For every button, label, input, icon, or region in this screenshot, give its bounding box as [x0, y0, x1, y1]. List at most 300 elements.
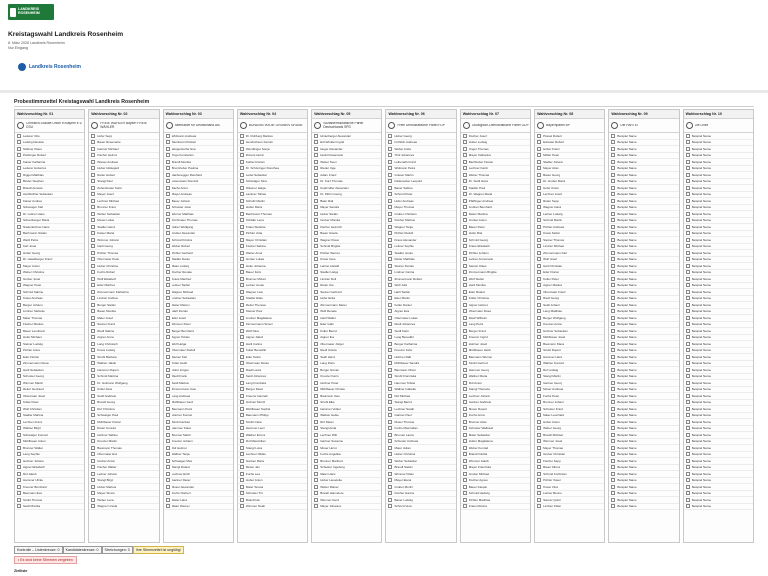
candidate-vote-box[interactable] — [686, 186, 690, 190]
candidate-vote-box[interactable] — [388, 459, 392, 463]
candidate-vote-box[interactable] — [537, 309, 541, 313]
candidate-vote-box[interactable] — [166, 296, 170, 300]
candidate-vote-box[interactable] — [611, 199, 615, 203]
candidate-vote-box[interactable] — [388, 368, 392, 372]
candidate-vote-box[interactable] — [463, 212, 467, 216]
list-vote-circle-icon[interactable] — [91, 122, 98, 129]
candidate-vote-box[interactable] — [463, 491, 467, 495]
candidate-vote-box[interactable] — [686, 459, 690, 463]
candidate-vote-box[interactable] — [686, 472, 690, 476]
candidate-vote-box[interactable] — [611, 270, 615, 274]
candidate-vote-box[interactable] — [537, 186, 541, 190]
candidate-vote-box[interactable] — [91, 173, 95, 177]
candidate-vote-box[interactable] — [686, 407, 690, 411]
candidate-vote-box[interactable] — [388, 433, 392, 437]
candidate-vote-box[interactable] — [17, 270, 21, 274]
candidate-vote-box[interactable] — [463, 374, 467, 378]
candidate-vote-box[interactable] — [166, 420, 170, 424]
candidate-vote-box[interactable] — [91, 342, 95, 346]
candidate-vote-box[interactable] — [166, 387, 170, 391]
candidate-vote-box[interactable] — [314, 160, 318, 164]
candidate-vote-box[interactable] — [314, 251, 318, 255]
candidate-vote-box[interactable] — [611, 316, 615, 320]
candidate-vote-box[interactable] — [166, 218, 170, 222]
candidate-vote-box[interactable] — [463, 218, 467, 222]
candidate-vote-box[interactable] — [463, 134, 467, 138]
candidate-vote-box[interactable] — [240, 420, 244, 424]
candidate-vote-box[interactable] — [166, 186, 170, 190]
candidate-vote-box[interactable] — [463, 355, 467, 359]
candidate-vote-box[interactable] — [463, 504, 467, 508]
candidate-vote-box[interactable] — [611, 238, 615, 242]
candidate-vote-box[interactable] — [314, 361, 318, 365]
candidate-vote-box[interactable] — [17, 420, 21, 424]
candidate-vote-box[interactable] — [388, 303, 392, 307]
candidate-vote-box[interactable] — [611, 368, 615, 372]
candidate-vote-box[interactable] — [17, 478, 21, 482]
candidate-vote-box[interactable] — [388, 387, 392, 391]
candidate-vote-box[interactable] — [91, 465, 95, 469]
candidate-vote-box[interactable] — [17, 329, 21, 333]
candidate-vote-box[interactable] — [166, 316, 170, 320]
candidate-vote-box[interactable] — [388, 264, 392, 268]
candidate-vote-box[interactable] — [611, 290, 615, 294]
candidate-vote-box[interactable] — [166, 491, 170, 495]
candidate-vote-box[interactable] — [686, 498, 690, 502]
candidate-vote-box[interactable] — [388, 134, 392, 138]
candidate-vote-box[interactable] — [388, 231, 392, 235]
candidate-vote-box[interactable] — [686, 140, 690, 144]
candidate-vote-box[interactable] — [537, 218, 541, 222]
candidate-vote-box[interactable] — [611, 400, 615, 404]
candidate-vote-box[interactable] — [686, 270, 690, 274]
candidate-vote-box[interactable] — [91, 413, 95, 417]
candidate-vote-box[interactable] — [686, 303, 690, 307]
candidate-vote-box[interactable] — [240, 257, 244, 261]
candidate-vote-box[interactable] — [166, 290, 170, 294]
candidate-vote-box[interactable] — [240, 205, 244, 209]
candidate-vote-box[interactable] — [611, 329, 615, 333]
candidate-vote-box[interactable] — [388, 173, 392, 177]
candidate-vote-box[interactable] — [686, 225, 690, 229]
candidate-vote-box[interactable] — [314, 186, 318, 190]
candidate-vote-box[interactable] — [240, 166, 244, 170]
candidate-vote-box[interactable] — [314, 374, 318, 378]
candidate-vote-box[interactable] — [537, 192, 541, 196]
candidate-vote-box[interactable] — [686, 212, 690, 216]
candidate-vote-box[interactable] — [611, 498, 615, 502]
candidate-vote-box[interactable] — [166, 309, 170, 313]
candidate-vote-box[interactable] — [686, 387, 690, 391]
candidate-vote-box[interactable] — [91, 446, 95, 450]
candidate-vote-box[interactable] — [240, 160, 244, 164]
list-vote-circle-icon[interactable] — [314, 122, 321, 129]
candidate-vote-box[interactable] — [611, 134, 615, 138]
candidate-vote-box[interactable] — [314, 290, 318, 294]
candidate-vote-box[interactable] — [463, 257, 467, 261]
candidate-vote-box[interactable] — [537, 316, 541, 320]
candidate-vote-box[interactable] — [91, 225, 95, 229]
candidate-vote-box[interactable] — [463, 400, 467, 404]
candidate-vote-box[interactable] — [388, 439, 392, 443]
candidate-vote-box[interactable] — [537, 478, 541, 482]
candidate-vote-box[interactable] — [314, 147, 318, 151]
candidate-vote-box[interactable] — [463, 420, 467, 424]
candidate-vote-box[interactable] — [166, 270, 170, 274]
candidate-vote-box[interactable] — [388, 218, 392, 222]
candidate-vote-box[interactable] — [91, 433, 95, 437]
candidate-vote-box[interactable] — [17, 192, 21, 196]
candidate-vote-box[interactable] — [686, 153, 690, 157]
candidate-vote-box[interactable] — [463, 329, 467, 333]
candidate-vote-box[interactable] — [611, 478, 615, 482]
candidate-vote-box[interactable] — [166, 303, 170, 307]
candidate-vote-box[interactable] — [166, 140, 170, 144]
candidate-vote-box[interactable] — [686, 368, 690, 372]
candidate-vote-box[interactable] — [537, 147, 541, 151]
candidate-vote-box[interactable] — [537, 303, 541, 307]
candidate-vote-box[interactable] — [314, 504, 318, 508]
candidate-vote-box[interactable] — [17, 179, 21, 183]
candidate-vote-box[interactable] — [611, 179, 615, 183]
candidate-vote-box[interactable] — [537, 348, 541, 352]
candidate-vote-box[interactable] — [686, 173, 690, 177]
candidate-vote-box[interactable] — [686, 335, 690, 339]
candidate-vote-box[interactable] — [686, 420, 690, 424]
candidate-vote-box[interactable] — [611, 225, 615, 229]
candidate-vote-box[interactable] — [240, 186, 244, 190]
candidate-vote-box[interactable] — [611, 309, 615, 313]
candidate-vote-box[interactable] — [17, 231, 21, 235]
candidate-vote-box[interactable] — [91, 192, 95, 196]
candidate-vote-box[interactable] — [17, 238, 21, 242]
candidate-vote-box[interactable] — [611, 186, 615, 190]
candidate-vote-box[interactable] — [463, 316, 467, 320]
candidate-vote-box[interactable] — [388, 199, 392, 203]
candidate-vote-box[interactable] — [611, 504, 615, 508]
candidate-vote-box[interactable] — [314, 218, 318, 222]
candidate-vote-box[interactable] — [388, 374, 392, 378]
candidate-vote-box[interactable] — [388, 277, 392, 281]
candidate-vote-box[interactable] — [463, 342, 467, 346]
candidate-vote-box[interactable] — [463, 225, 467, 229]
candidate-vote-box[interactable] — [17, 166, 21, 170]
candidate-vote-box[interactable] — [686, 452, 690, 456]
candidate-vote-box[interactable] — [17, 218, 21, 222]
candidate-vote-box[interactable] — [314, 433, 318, 437]
candidate-vote-box[interactable] — [17, 283, 21, 287]
candidate-vote-box[interactable] — [537, 400, 541, 404]
candidate-vote-box[interactable] — [91, 485, 95, 489]
candidate-vote-box[interactable] — [240, 361, 244, 365]
candidate-vote-box[interactable] — [388, 290, 392, 294]
list-vote-circle-icon[interactable] — [463, 122, 470, 129]
candidate-vote-box[interactable] — [463, 459, 467, 463]
candidate-vote-box[interactable] — [240, 394, 244, 398]
candidate-vote-box[interactable] — [463, 309, 467, 313]
candidate-vote-box[interactable] — [91, 426, 95, 430]
candidate-vote-box[interactable] — [314, 459, 318, 463]
party-list-vote[interactable] — [312, 119, 381, 133]
candidate-vote-box[interactable] — [17, 309, 21, 313]
candidate-vote-box[interactable] — [611, 192, 615, 196]
candidate-vote-box[interactable] — [91, 199, 95, 203]
candidate-vote-box[interactable] — [240, 504, 244, 508]
candidate-vote-box[interactable] — [17, 134, 21, 138]
candidate-vote-box[interactable] — [166, 264, 170, 268]
candidate-vote-box[interactable] — [91, 244, 95, 248]
candidate-vote-box[interactable] — [314, 257, 318, 261]
candidate-vote-box[interactable] — [166, 134, 170, 138]
candidate-vote-box[interactable] — [314, 329, 318, 333]
candidate-vote-box[interactable] — [240, 179, 244, 183]
candidate-vote-box[interactable] — [166, 439, 170, 443]
candidate-vote-box[interactable] — [686, 316, 690, 320]
candidate-vote-box[interactable] — [240, 270, 244, 274]
candidate-vote-box[interactable] — [240, 134, 244, 138]
candidate-vote-box[interactable] — [686, 147, 690, 151]
candidate-vote-box[interactable] — [611, 465, 615, 469]
candidate-vote-box[interactable] — [314, 173, 318, 177]
candidate-vote-box[interactable] — [240, 290, 244, 294]
candidate-vote-box[interactable] — [463, 283, 467, 287]
candidate-vote-box[interactable] — [686, 413, 690, 417]
candidate-vote-box[interactable] — [314, 491, 318, 495]
candidate-vote-box[interactable] — [686, 329, 690, 333]
candidate-vote-box[interactable] — [314, 238, 318, 242]
candidate-vote-box[interactable] — [314, 348, 318, 352]
candidate-vote-box[interactable] — [388, 465, 392, 469]
candidate-vote-box[interactable] — [314, 478, 318, 482]
candidate-vote-box[interactable] — [537, 361, 541, 365]
candidate-vote-box[interactable] — [463, 498, 467, 502]
candidate-vote-box[interactable] — [537, 387, 541, 391]
candidate-vote-box[interactable] — [611, 303, 615, 307]
candidate-vote-box[interactable] — [388, 186, 392, 190]
candidate-vote-box[interactable] — [388, 153, 392, 157]
candidate-vote-box[interactable] — [611, 491, 615, 495]
candidate-vote-box[interactable] — [537, 231, 541, 235]
candidate-vote-box[interactable] — [17, 368, 21, 372]
candidate-vote-box[interactable] — [537, 238, 541, 242]
candidate-vote-box[interactable] — [463, 407, 467, 411]
candidate-vote-box[interactable] — [314, 381, 318, 385]
candidate-vote-box[interactable] — [17, 147, 21, 151]
candidate-vote-box[interactable] — [91, 134, 95, 138]
candidate-vote-box[interactable] — [91, 166, 95, 170]
candidate-vote-box[interactable] — [240, 335, 244, 339]
candidate-vote-box[interactable] — [388, 394, 392, 398]
candidate-vote-box[interactable] — [17, 212, 21, 216]
candidate-vote-box[interactable] — [240, 218, 244, 222]
candidate-vote-box[interactable] — [240, 348, 244, 352]
candidate-vote-box[interactable] — [388, 498, 392, 502]
candidate-vote-box[interactable] — [611, 205, 615, 209]
candidate-vote-box[interactable] — [388, 283, 392, 287]
candidate-vote-box[interactable] — [463, 205, 467, 209]
candidate-vote-box[interactable] — [314, 446, 318, 450]
candidate-vote-box[interactable] — [240, 452, 244, 456]
party-list-vote[interactable] — [386, 119, 455, 133]
party-list-vote[interactable] — [15, 119, 84, 133]
candidate-vote-box[interactable] — [388, 192, 392, 196]
candidate-vote-box[interactable] — [611, 459, 615, 463]
candidate-vote-box[interactable] — [463, 439, 467, 443]
candidate-vote-box[interactable] — [686, 491, 690, 495]
candidate-vote-box[interactable] — [240, 355, 244, 359]
candidate-vote-box[interactable] — [240, 225, 244, 229]
candidate-vote-box[interactable] — [314, 413, 318, 417]
candidate-vote-box[interactable] — [388, 147, 392, 151]
candidate-vote-box[interactable] — [686, 238, 690, 242]
candidate-vote-box[interactable] — [686, 322, 690, 326]
candidate-vote-box[interactable] — [91, 407, 95, 411]
candidate-vote-box[interactable] — [537, 452, 541, 456]
candidate-row[interactable] — [461, 504, 530, 511]
candidate-vote-box[interactable] — [463, 199, 467, 203]
candidate-vote-box[interactable] — [388, 478, 392, 482]
candidate-vote-box[interactable] — [17, 225, 21, 229]
candidate-vote-box[interactable] — [17, 485, 21, 489]
candidate-vote-box[interactable] — [463, 361, 467, 365]
candidate-vote-box[interactable] — [611, 472, 615, 476]
candidate-vote-box[interactable] — [388, 413, 392, 417]
candidate-row[interactable] — [684, 504, 753, 511]
candidate-vote-box[interactable] — [537, 498, 541, 502]
candidate-vote-box[interactable] — [463, 231, 467, 235]
candidate-vote-box[interactable] — [611, 433, 615, 437]
candidate-vote-box[interactable] — [91, 348, 95, 352]
candidate-vote-box[interactable] — [314, 439, 318, 443]
candidate-vote-box[interactable] — [463, 244, 467, 248]
candidate-vote-box[interactable] — [17, 504, 21, 508]
candidate-vote-box[interactable] — [240, 192, 244, 196]
candidate-vote-box[interactable] — [91, 160, 95, 164]
candidate-vote-box[interactable] — [537, 439, 541, 443]
candidate-vote-box[interactable] — [17, 387, 21, 391]
candidate-vote-box[interactable] — [240, 381, 244, 385]
candidate-vote-box[interactable] — [17, 342, 21, 346]
candidate-vote-box[interactable] — [537, 374, 541, 378]
candidate-vote-box[interactable] — [240, 342, 244, 346]
candidate-vote-box[interactable] — [314, 225, 318, 229]
candidate-vote-box[interactable] — [611, 387, 615, 391]
candidate-vote-box[interactable] — [240, 309, 244, 313]
candidate-vote-box[interactable] — [314, 420, 318, 424]
candidate-vote-box[interactable] — [388, 329, 392, 333]
candidate-vote-box[interactable] — [17, 303, 21, 307]
candidate-vote-box[interactable] — [166, 485, 170, 489]
candidate-vote-box[interactable] — [240, 485, 244, 489]
candidate-vote-box[interactable] — [166, 231, 170, 235]
candidate-vote-box[interactable] — [17, 433, 21, 437]
candidate-vote-box[interactable] — [17, 257, 21, 261]
candidate-vote-box[interactable] — [537, 420, 541, 424]
candidate-vote-box[interactable] — [314, 309, 318, 313]
candidate-vote-box[interactable] — [240, 140, 244, 144]
candidate-vote-box[interactable] — [166, 361, 170, 365]
candidate-vote-box[interactable] — [166, 504, 170, 508]
party-list-vote[interactable] — [609, 119, 678, 133]
candidate-vote-box[interactable] — [537, 342, 541, 346]
candidate-vote-box[interactable] — [314, 283, 318, 287]
candidate-vote-box[interactable] — [537, 251, 541, 255]
candidate-vote-box[interactable] — [17, 381, 21, 385]
candidate-vote-box[interactable] — [91, 459, 95, 463]
candidate-vote-box[interactable] — [240, 199, 244, 203]
candidate-vote-box[interactable] — [388, 355, 392, 359]
candidate-vote-box[interactable] — [686, 218, 690, 222]
candidate-vote-box[interactable] — [686, 361, 690, 365]
party-list-vote[interactable] — [684, 119, 753, 133]
candidate-vote-box[interactable] — [463, 413, 467, 417]
candidate-vote-box[interactable] — [611, 244, 615, 248]
candidate-vote-box[interactable] — [686, 199, 690, 203]
candidate-vote-box[interactable] — [611, 140, 615, 144]
candidate-vote-box[interactable] — [166, 225, 170, 229]
candidate-vote-box[interactable] — [91, 251, 95, 255]
candidate-vote-box[interactable] — [240, 465, 244, 469]
candidate-vote-box[interactable] — [91, 296, 95, 300]
candidate-vote-box[interactable] — [463, 290, 467, 294]
list-vote-circle-icon[interactable] — [611, 122, 618, 129]
candidate-vote-box[interactable] — [686, 231, 690, 235]
candidate-vote-box[interactable] — [240, 478, 244, 482]
candidate-vote-box[interactable] — [463, 452, 467, 456]
candidate-vote-box[interactable] — [166, 394, 170, 398]
candidate-vote-box[interactable] — [611, 264, 615, 268]
candidate-vote-box[interactable] — [686, 504, 690, 508]
candidate-vote-box[interactable] — [537, 199, 541, 203]
candidate-vote-box[interactable] — [611, 212, 615, 216]
candidate-vote-box[interactable] — [91, 290, 95, 294]
candidate-vote-box[interactable] — [388, 361, 392, 365]
candidate-vote-box[interactable] — [17, 348, 21, 352]
candidate-vote-box[interactable] — [240, 413, 244, 417]
candidate-vote-box[interactable] — [166, 329, 170, 333]
candidate-vote-box[interactable] — [314, 355, 318, 359]
candidate-vote-box[interactable] — [166, 335, 170, 339]
candidate-vote-box[interactable] — [611, 166, 615, 170]
candidate-vote-box[interactable] — [686, 283, 690, 287]
candidate-vote-box[interactable] — [17, 160, 21, 164]
candidate-vote-box[interactable] — [463, 322, 467, 326]
candidate-vote-box[interactable] — [686, 179, 690, 183]
candidate-vote-box[interactable] — [91, 153, 95, 157]
candidate-vote-box[interactable] — [463, 160, 467, 164]
list-vote-circle-icon[interactable] — [537, 122, 544, 129]
candidate-vote-box[interactable] — [388, 426, 392, 430]
candidate-vote-box[interactable] — [537, 335, 541, 339]
candidate-vote-box[interactable] — [611, 153, 615, 157]
candidate-vote-box[interactable] — [686, 309, 690, 313]
candidate-vote-box[interactable] — [240, 303, 244, 307]
candidate-vote-box[interactable] — [314, 394, 318, 398]
candidate-vote-box[interactable] — [686, 192, 690, 196]
candidate-vote-box[interactable] — [17, 491, 21, 495]
candidate-vote-box[interactable] — [17, 140, 21, 144]
candidate-vote-box[interactable] — [91, 394, 95, 398]
candidate-vote-box[interactable] — [166, 498, 170, 502]
candidate-vote-box[interactable] — [314, 400, 318, 404]
candidate-vote-box[interactable] — [537, 407, 541, 411]
candidate-vote-box[interactable] — [686, 446, 690, 450]
candidate-vote-box[interactable] — [537, 394, 541, 398]
candidate-vote-box[interactable] — [537, 296, 541, 300]
candidate-vote-box[interactable] — [463, 238, 467, 242]
candidate-vote-box[interactable] — [611, 231, 615, 235]
party-list-vote[interactable] — [461, 119, 530, 133]
